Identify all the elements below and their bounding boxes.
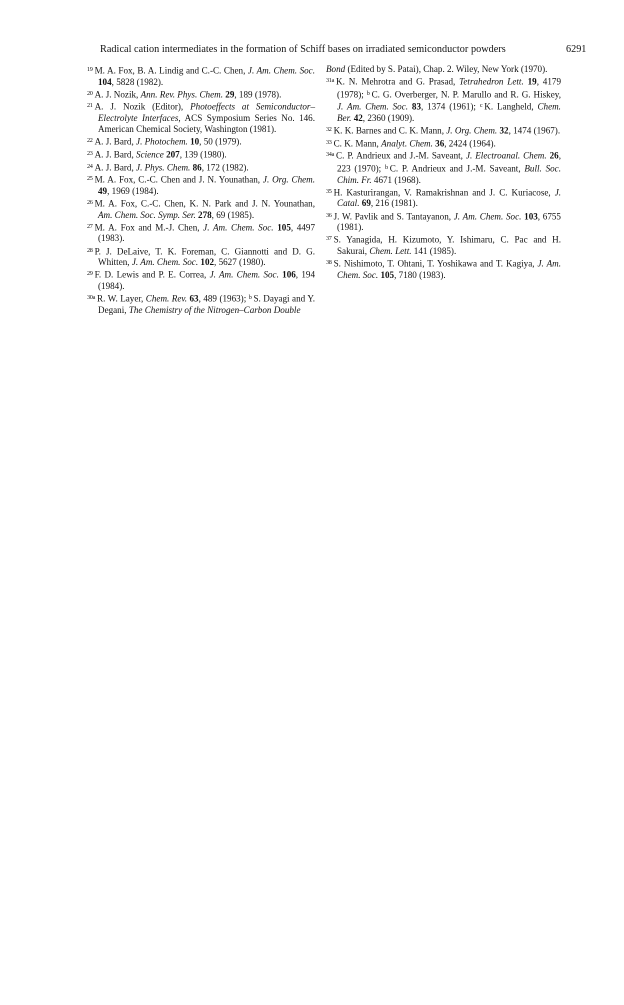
reference-text: J. Am. Chem. Soc. [337,258,561,280]
reference-entry [326,186,561,210]
reference-text: , 172 (1982). [201,161,249,172]
reference-text: J. Am. Chem. Soc. [209,269,279,280]
reference-text: The Chemistry of the Nitrogen–Carbon Double [128,304,301,315]
reference-text: , 1374 (1961); [421,101,480,112]
reference-text: A. J. Bard, [94,149,137,160]
reference-text: P. J. DeLaive, T. K. Foreman, C. Giannotti and D. G. Whitten, [94,245,315,268]
reference-number: 22 [87,137,93,145]
reference-text: M. A. Fox, C.-C. Chen and J. N. Younathan, [94,174,263,185]
reference-text: , 489 (1963); [198,293,249,304]
reference-text: , 1474 (1967). [508,125,561,136]
reference-entry [87,148,315,161]
reference-text: F. D. Lewis and P. E. Correa, [94,269,210,280]
reference-text: Chem. Ber. [337,101,561,123]
reference-text: Photoeffects at Semiconductor–Electrolyte Interfaces [98,101,315,123]
reference-text: , 4497 (1983). [98,222,315,244]
reference-text: , 1969 (1984). [107,185,159,196]
reference-text: 19 [527,76,537,87]
reference-text: 26 [549,150,559,161]
reference-text: , 4179 (1978); [337,76,561,100]
reference-text: Am. Chem. Soc. Symp. Ser. [98,209,196,220]
reference-number: 38 [326,259,332,267]
reference-text: , 194 (1984). [98,269,315,291]
reference-text: H. Kasturirangan, V. Ramakrishnan and J. C. Kuriacose, [333,187,555,198]
reference-text: J. Am. Chem. Soc. [453,210,522,221]
reference-number: 31a [326,77,335,85]
reference-text: C. G. Overberger, N. P. Marullo and R. G. Hiskey, [371,89,561,100]
reference-text: J. Catal. [337,187,561,209]
reference-number: 25 [87,175,93,183]
reference-text: 4671 (1968). [371,174,421,185]
running-title: Radical cation intermediates in the formation of Schiff bases on irradiated semiconductor powders [100,44,506,55]
reference-text: Tetrahedron Lett. [459,76,524,87]
reference-number: 36 [326,211,332,219]
reference-text: K. K. Barnes and C. K. Mann, [333,125,447,136]
reference-text: 42 [353,112,363,123]
reference-entry [326,210,561,234]
reference-number: 28 [87,246,93,254]
reference-column-left [87,64,315,316]
reference-text: , 69 (1985). [211,209,255,220]
reference-text: C. P. Andrieux and J.-M. Saveant, [389,163,525,174]
reference-number: 19 [87,66,93,73]
reference-text: 36 [435,138,445,149]
reference-number: 20 [87,89,93,97]
reference-number: 33 [326,138,332,146]
reference-text: J. Am. Chem. Soc. [131,257,199,268]
reference-text: 141 (1985). [411,245,457,256]
reference-text: 63 [189,293,199,304]
sub-reference-marker: b [248,294,252,302]
reference-text: , 7180 (1983). [394,269,446,280]
reference-text: A. J. Nozik, [94,89,141,100]
reference-text: J. Am. Chem. Soc. [337,101,409,112]
reference-number: 34a [326,151,335,159]
reference-text: J. Org. Chem. [446,125,498,136]
reference-entry [87,245,315,269]
reference-number: 37 [326,235,332,243]
reference-text: 49 [98,185,108,196]
reference-text: 278 [198,209,212,220]
reference-number: 35 [326,187,332,195]
reference-number: 27 [87,222,93,230]
reference-entry [87,64,315,88]
reference-entry [326,233,561,257]
reference-text: S. Nishimoto, T. Ohtani, T. Yoshikawa and T. Kagiya, [333,258,538,269]
reference-entry [87,173,315,197]
reference-text: Analyt. Chem. [381,138,433,149]
reference-entry [87,292,315,316]
reference-number: 23 [87,149,93,157]
page-number: 6291 [566,44,587,55]
reference-entry [326,257,561,281]
reference-text: , 2360 (1909). [362,112,415,123]
reference-text: , 223 (1970); [337,150,561,174]
reference-text: Bull. Soc. Chim. Fr. [337,163,561,185]
reference-text: J. Photochem. [136,136,188,147]
reference-text: J. Am. Chem. Soc. [247,65,315,76]
reference-text: Ann. Rev. Phys. Chem. [140,89,223,100]
reference-text: , 5627 (1980). [214,257,266,268]
reference-text: J. Am. Chem. Soc. [203,222,274,233]
reference-text: A. J. Bard, [94,136,137,147]
reference-entry [87,135,315,148]
reference-text: A. J. Nozik (Editor), [94,101,191,112]
reference-text: S. Dayagi and Y. Degani, [98,293,315,315]
reference-number: 21 [87,102,93,110]
reference-entry [87,221,315,245]
reference-text: J. Phys. Chem. [136,161,191,172]
reference-text: K. N. Mehrotra and G. Prasad, [336,76,460,87]
reference-text: 69 [361,198,371,209]
reference-text: 207 [166,149,180,160]
reference-entry [326,137,561,150]
reference-text: M. A. Fox and M.-J. Chen, [94,222,204,233]
reference-text: Chem. Lett. [369,245,412,256]
reference-text: S. Yanagida, H. Kizumoto, Y. Ishimaru, C. Pac and H. Sakurai, [333,234,561,256]
reference-text: J. Electroanal. Chem. [465,150,547,161]
reference-text: 83 [411,101,421,112]
reference-entry [87,161,315,174]
reference-column-right [326,64,561,281]
reference-text: M. A. Fox, C.-C. Chen, K. N. Park and J. N. Younathan, [94,198,315,209]
reference-text: , 216 (1981). [370,198,418,209]
reference-text: Chem. Rev. [145,293,187,304]
reference-number: 30a [87,294,96,302]
reference-text: 29 [225,89,235,100]
reference-text: , 139 (1980). [179,149,227,160]
reference-text: 86 [192,161,202,172]
reference-text: M. A. Fox, B. A. Lindig and C.-C. Chen, [94,65,248,76]
reference-number: 26 [87,198,93,206]
sub-reference-marker: c [479,102,483,110]
reference-text: , 5828 (1982). [111,76,164,87]
reference-text: 105 [277,222,291,233]
reference-text: , 6755 (1981). [337,210,561,233]
reference-entry [87,197,315,221]
reference-text: 10 [190,136,200,147]
reference-text: J. Org. Chem. [262,174,315,185]
reference-text: , 50 (1979). [199,136,242,147]
reference-text: R. W. Layer, [97,293,146,304]
reference-entry [87,268,315,292]
reference-number: 29 [87,270,93,278]
reference-entry [326,149,561,185]
reference-text: , ACS Symposium Series No. 146. American Chemical Society, Washington (1981). [98,112,315,135]
reference-text: , 2424 (1964). [444,138,496,149]
reference-text: 102 [200,257,215,268]
reference-entry [326,64,561,75]
reference-text: , 189 (1978). [234,89,282,100]
reference-text: (Edited by S. Patai), Chap. 2. Wiley, New York (1970). [345,64,548,74]
reference-text: 32 [499,125,509,136]
reference-text: 104 [98,76,112,87]
reference-text: Science [136,149,164,160]
reference-entry [326,75,561,124]
reference-text: K. Langheld, [484,101,538,112]
reference-text: 105 [380,269,395,280]
sub-reference-marker: b [366,89,370,97]
reference-text: C. K. Mann, [333,138,382,149]
reference-text: 106 [282,269,296,280]
reference-entry [87,100,315,135]
reference-text: A. J. Bard, [94,161,137,172]
reference-number: 24 [87,162,93,170]
reference-text: Bond [326,64,346,74]
reference-entry [326,124,561,137]
sub-reference-marker: b [384,163,388,171]
reference-text: 103 [524,210,538,221]
reference-entry [87,88,315,101]
reference-text: C. P. Andrieux and J.-M. Saveant, [336,150,466,161]
reference-number: 32 [326,126,332,134]
reference-text: J. W. Pavlik and S. Tantayanon, [333,210,454,221]
